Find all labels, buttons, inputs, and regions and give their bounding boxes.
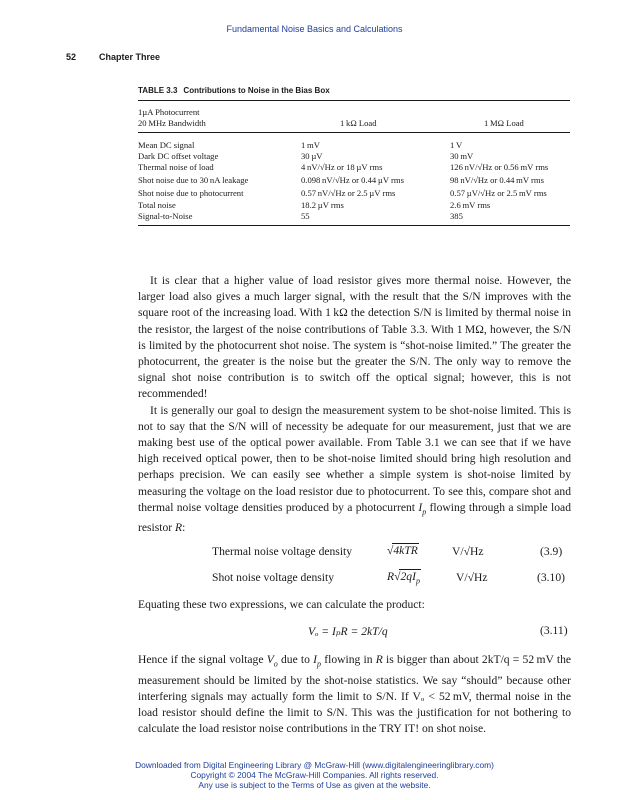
math-ip: I [418, 500, 423, 514]
paragraph-2 [138, 403, 571, 537]
paragraph-3: Equating these two expressions, we can calculate the product: [138, 598, 425, 611]
math-ip-sub: p [317, 659, 322, 669]
table-cell-1k: 0.57 nV/√Hz or 2.5 µV rms [301, 188, 396, 198]
footer-terms: Any use is subject to the Terms of Use as given at the website. [198, 780, 431, 790]
paragraph-2-text: It is generally our goal to design the measurement system to be shot-noise limited. This is not to say that the S/N will of necessity be adequate for our measurement, just that we are making best use of the optical power available. From Table 3.1 we can see that if we have high received optical power, then to be shot-noise limited should bring high resolution and perhaps precision. We can easily see whether a simple system is shot-noise limited by measuring the voltage on the load resistor due to photocurrent. To see this, compare shot and thermal noise voltage densities produced by a photocurrent [138, 403, 571, 514]
table-cell-1k: 4 nV/√Hz or 18 µV rms [301, 162, 383, 172]
eq-3-9-number: (3.9) [540, 545, 563, 558]
eq-3-10-units: V/√Hz [456, 571, 488, 584]
table-bottom-rule [138, 225, 570, 226]
table-row-label: Mean DC signal [138, 140, 195, 150]
paragraph-4-text: flowing in [321, 653, 376, 666]
table-col-1m-header: 1 MΩ Load [484, 118, 524, 128]
table-head-line2: 20 MHz Bandwidth [138, 118, 206, 128]
math-r: R [375, 653, 383, 666]
paragraph-4 [138, 652, 571, 737]
table-row-label: Shot noise due to photocurrent [138, 188, 244, 198]
table-title: Contributions to Noise in the Bias Box [183, 86, 330, 95]
paragraph-4-text: due to [277, 653, 314, 666]
eq-3-10-radicand-text: 2qI [400, 570, 416, 583]
table-cell-1k: 1 mV [301, 140, 320, 150]
chapter-label: Chapter Three [99, 52, 161, 62]
paragraph-4-text: is bigger than about 2kT/q = 52 mV the measurement should be limited by the shot-noise statistics. We say “should” because other interfering signals may actually form the limit to S/N. If Vₒ < 52 mV, thermal noise in the load resistor should define the limit to S/N. This was the justification for not bothering to calculate the load resistor noise contributions in the TRY IT! on shot noise. [138, 653, 572, 736]
paragraph-2-text: flowing through a simple load resistor [138, 500, 571, 535]
table-cell-1k: 30 µV [301, 151, 323, 161]
table-mid-rule [138, 132, 570, 133]
eq-3-9-radicand: 4kTR [393, 544, 418, 557]
table-cell-1m: 0.57 µV/√Hz or 2.5 mV rms [450, 188, 547, 198]
math-ip-sub: p [422, 507, 427, 517]
table-row-label: Signal-to-Noise [138, 211, 193, 221]
eq-3-10-radicand [399, 569, 420, 587]
eq-3-10-sub: p [415, 576, 420, 586]
eq-3-10-label: Shot noise voltage density [212, 571, 335, 584]
eq-3-9-label: Thermal noise voltage density [212, 545, 353, 558]
eq-3-10-expr: $R√2qI_p$ [387, 570, 420, 586]
table-cell-1m: 385 [450, 211, 463, 221]
table-caption [138, 86, 336, 95]
page-number: 52 [66, 52, 77, 62]
table-cell-1m: 2.6 mV rms [450, 200, 491, 210]
eq-3-11-expr: Vₒ = IₚR = 2kT/q [308, 625, 388, 638]
eq-3-11-number: (3.11) [540, 624, 568, 637]
math-ip: I [313, 653, 318, 666]
table-row-label: Dark DC offset voltage [138, 151, 219, 161]
math-r: R [175, 521, 183, 535]
table-cell-1k: 55 [301, 211, 310, 221]
table-row-label: Shot noise due to 30 nA leakage [138, 175, 249, 185]
table-label: TABLE 3.3 [138, 86, 178, 95]
footer-copyright: Copyright © 2004 The McGraw-Hill Companies. All rights reserved. [190, 770, 439, 780]
footer-download-link[interactable]: Downloaded from Digital Engineering Library @ McGraw-Hill (www.digitalengineeringlibrary.com) [135, 760, 494, 770]
eq-3-10-r: R [387, 570, 395, 583]
math-vo: V [266, 653, 274, 666]
running-head: Fundamental Noise Basics and Calculations [226, 24, 403, 34]
paragraph-4-text: Hence if the signal voltage [138, 653, 267, 666]
table-cell-1m: 1 V [450, 140, 463, 150]
table-head-line1: 1µA Photocurrent [138, 107, 200, 117]
eq-3-9-units: V/√Hz [452, 545, 484, 558]
table-row-label: Thermal noise of load [138, 162, 214, 172]
math-vo-sub: o [273, 659, 278, 669]
table-col-1k-header: 1 kΩ Load [340, 118, 377, 128]
table-cell-1m: 126 nV/√Hz or 0.56 mV rms [450, 162, 549, 172]
footer [0, 760, 629, 790]
table-cell-1m: 98 nV/√Hz or 0.44 mV rms [450, 175, 544, 185]
table-cell-1m: 30 mV [450, 151, 474, 161]
eq-3-9-expr: √4kTR [387, 544, 418, 557]
table-row-label: Total noise [138, 200, 176, 210]
paragraph-1: It is clear that a higher value of load resistor gives more thermal noise. However, the larger load also gives a much larger signal, with the result that the S/N improves with the square root of the increasing load. With 1 kΩ the detection S/N is limited by thermal noise in the resistor, the largest of the noise contributions of Table 3.3. With 1 MΩ, however, the S/N is limited by the photocurrent shot noise. The system is “shot-noise limited.” The greater the photocurrent, the greater is the noise but the greater the S/N. The only way to remove the signal shot noise contribution is to switch off the optical signal; however, this is not recommended! [138, 274, 571, 401]
eq-3-10-number: (3.10) [537, 571, 566, 584]
body-text [138, 273, 571, 537]
paragraph-2-text: : [182, 521, 186, 535]
table-cell-1k: 18.2 µV rms [301, 200, 344, 210]
table-top-rule [138, 100, 570, 101]
table-cell-1k: 0.098 nV/√Hz or 0.44 µV rms [301, 175, 404, 185]
